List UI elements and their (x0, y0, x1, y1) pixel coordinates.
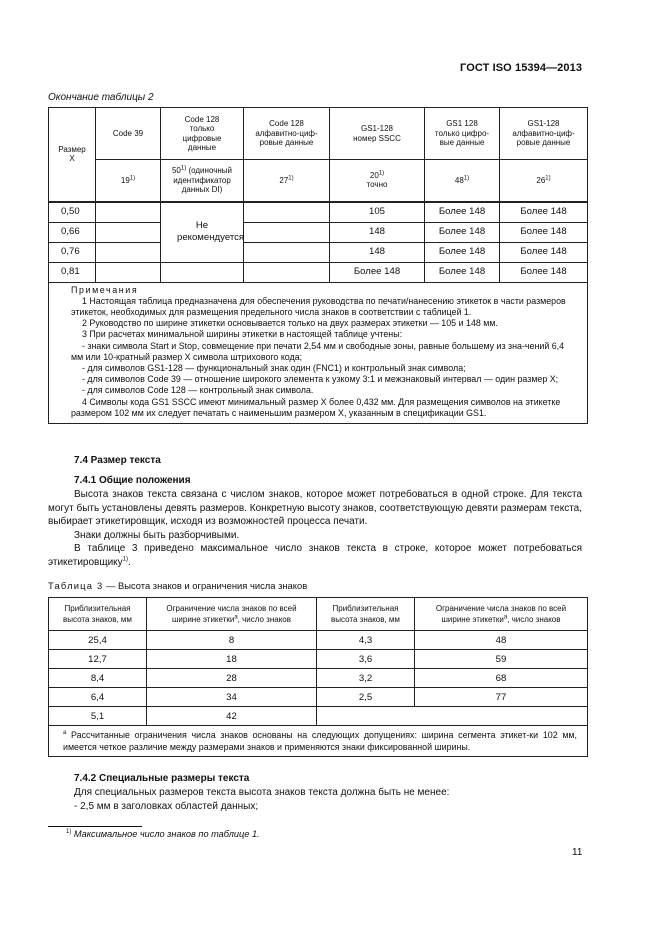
note-1: 1 Настоящая таблица предназначена для обеспечения руководства по печати/нанесению этикеток в части размеров этикеток, необходимых для размещения предельного числа знаков в соответствии с таблицей 1. (71, 295, 566, 317)
table-2-notes (49, 282, 588, 423)
table-row: 0,66 148 Более 148 Более 148 (49, 222, 588, 242)
paragraph: Знаки должны быть разборчивыми. (74, 529, 240, 541)
note-3-item: - для символов Code 128 — контрольный знак символа. (82, 385, 314, 396)
page-number: 11 (572, 847, 583, 858)
count-code128-alnum: 27$^{1)}$ (244, 160, 330, 202)
header-char-height: Приблизительная высота знаков, мм (49, 598, 147, 631)
note-3: 3 При расчетах минимальной ширины этикетки в настоящей таблице учтены: (82, 329, 403, 340)
table-3-footnote: $^а$ Рассчитанные ограничения числа знаков основаны на следующих допущениях: ширина сегмента этикет-ки 102 мм, имеется четкое различие между размерами знаков и применяются знаки фиксированной ширины. (49, 726, 588, 757)
note-3-item: - для символов Code 39 — отношение широкого элемента к узкому 3:1 и межзнаковый интервал — один размер X; (82, 374, 559, 385)
header-char-limit: Ограничение числа знаков по всей ширине этикетки$^а$, число знаков (415, 598, 588, 631)
table-row: 0,50 Не рекомендуется 105 Более 148 Более 148 (49, 202, 588, 223)
header-code128-alnum: Code 128 алфавитно-циф-ровые данные (244, 108, 330, 160)
section-7-4-1-heading: 7.4.1 Общие положения (74, 475, 191, 486)
count-gs1-sscc: 20$^{1)}$ точно (330, 160, 425, 202)
count-gs1-alnum: 26$^{1)}$ (500, 160, 588, 202)
header-size-x: Размер X (49, 108, 96, 202)
header-code128-numeric: Code 128 только цифровые данные (161, 108, 244, 160)
paragraph: Высота знаков текста связана с числом знаков, которое может потребоваться в одной строке. Для текста могут быть установлены девять размеров. Конкретную высоту знаков, соответствующую девяти размерам текста, выбирает этикетировщик, исходя из возможностей процесса печати. (48, 489, 582, 527)
note-4: 4 Символы кода GS1 SSCC имеют минимальный размер X более 0,432 мм. Для размещения символов на этикетке размером 102 мм их следует печатать с наименьшим размером X, указанным в спецификации GS1. (71, 396, 561, 418)
table-row: 8,4 28 3,2 68 (49, 669, 588, 688)
header-char-limit: Ограничение числа знаков по всей ширине этикетки$^а$, число знаков (147, 598, 317, 631)
page-footnote: $^{1)}$ Максимальное число знаков по таблице 1. (66, 828, 260, 839)
count-code39: 19$^{1)}$ (96, 160, 161, 202)
count-gs1-numeric: 48$^{1)}$ (425, 160, 500, 202)
list-item: - 2,5 мм в заголовках областей данных; (74, 801, 259, 812)
section-7-4-2-body (74, 786, 582, 800)
note-3-item: - знаки символа Start и Stop, совмещение при печати 2,54 мм и свободные зоны, равные большему из зна-чений 6,4 мм или 10-кратный размер X символа штрихового кода; (71, 340, 565, 362)
table-row: 25,4 8 4,3 48 (49, 631, 588, 650)
header-gs1-sscc: GS1-128 номер SSCC (330, 108, 425, 160)
table-row: 6,4 34 2,5 77 (49, 688, 588, 707)
standard-code: ГОСТ ISO 15394—2013 (460, 62, 583, 74)
paragraph: Для специальных размеров текста высота знаков текста должна быть не менее: (74, 787, 450, 798)
note-3-item: - для символов GS1-128 — функциональный знак один (FNC1) и контрольный знак символа; (82, 362, 466, 373)
footnote-divider (48, 826, 142, 827)
table-row: 5,1 42 (49, 707, 588, 726)
table-row: 12,7 18 3,6 59 (49, 650, 588, 669)
paragraph: В таблице 3 приведено максимальное число знаков текста в строке, которое может потребоваться этикетировщику$^{1)}$. (48, 543, 582, 568)
section-7-4-heading: 7.4 Размер текста (74, 455, 161, 466)
header-code39: Code 39 (96, 108, 161, 160)
table-row: 0,81 Более 148 Более 148 Более 148 (49, 262, 588, 282)
count-code128-numeric: 50$^{1)}$ (одиночный идентификатор данных DI) (161, 160, 244, 202)
section-7-4-1-body (48, 488, 582, 569)
table-3-caption: Таблица 3 — Высота знаков и ограничения числа знаков (48, 580, 308, 591)
note-2: 2 Руководство по ширине этикетки основывается только на двух размерах этикетки — 105 и 148 мм. (82, 318, 498, 329)
header-char-height: Приблизительная высота знаков, мм (317, 598, 415, 631)
table-row: 0,76 148 Более 148 Более 148 (49, 242, 588, 262)
table-continuation-label: Окончание таблицы 2 (48, 92, 154, 103)
table-3 (48, 597, 588, 757)
header-gs1-numeric: GS1 128 только цифро-вые данные (425, 108, 500, 160)
section-7-4-2-heading: 7.4.2 Специальные размеры текста (74, 773, 250, 784)
not-recommended-cell: Не рекомендуется (161, 202, 244, 263)
notes-title: Примечания (71, 284, 139, 295)
table-2 (48, 107, 588, 424)
header-gs1-alnum: GS1-128 алфавитно-циф-ровые данные (500, 108, 588, 160)
